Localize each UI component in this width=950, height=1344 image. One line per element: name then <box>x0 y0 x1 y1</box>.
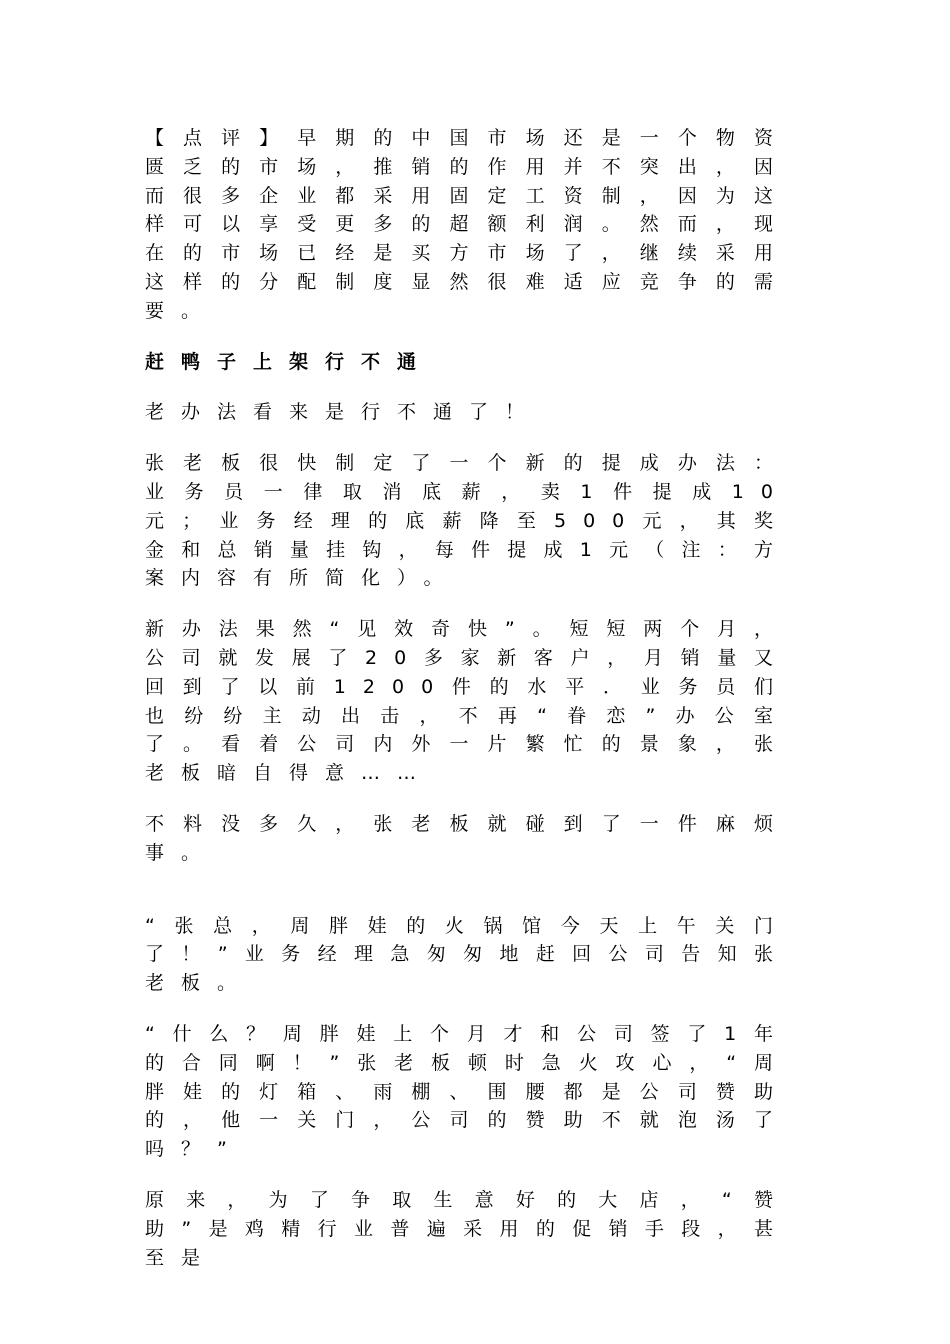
paragraph-report: “张总，周胖娃的火锅馆今天上午关门了！”业务经理急匆匆地赶回公司告知张老板。 <box>145 914 790 995</box>
paragraph-commentary: 【点评】早期的中国市场还是一个物资匮乏的市场，推销的作用并不突出，因而很多企业都采用固定工资制，因为这样可以享受更多的超额利润。然而，现在的市场已经是买方市场了，继续采用这样的分配制度显然很难适应竞争的需要。 <box>145 127 790 322</box>
paragraph-trouble: 不料没多久，张老板就碰到了一件麻烦事。 <box>145 812 790 864</box>
paragraph-old-method: 老办法看来是行不通了！ <box>145 401 542 424</box>
section-heading: 赶鸭子上架行不通 <box>145 350 434 373</box>
paragraph-spacer <box>145 890 790 912</box>
paragraph-sponsorship: 原来，为了争取生意好的大店，“赞助”是鸡精行业普遍采用的促销手段，甚至是 <box>145 1188 790 1269</box>
paragraph-reaction: “什么？周胖娃上个月才和公司签了1年的合同啊！”张老板顿时急火攻心，“周胖娃的灯箱、雨棚、围腰都是公司赞助的，他一关门，公司的赞助不就泡汤了吗？” <box>145 1022 790 1161</box>
paragraph-new-method: 张老板很快制定了一个新的提成办法：业务员一律取消底薪，卖1件提成10元；业务经理的底薪降至500元，其奖金和总销量挂钩，每件提成1元（注：方案内容有所简化）。 <box>145 452 790 590</box>
document-page <box>145 124 790 1294</box>
paragraph-results: 新办法果然“见效奇快”。短短两个月，公司就发展了20多家新客户，月销量又回到了以前1200件的水平．业务员们也纷纷主动出击，不再“眷恋”办公室了。看着公司内外一片繁忙的景象，张老板暗自得意…… <box>145 618 790 785</box>
